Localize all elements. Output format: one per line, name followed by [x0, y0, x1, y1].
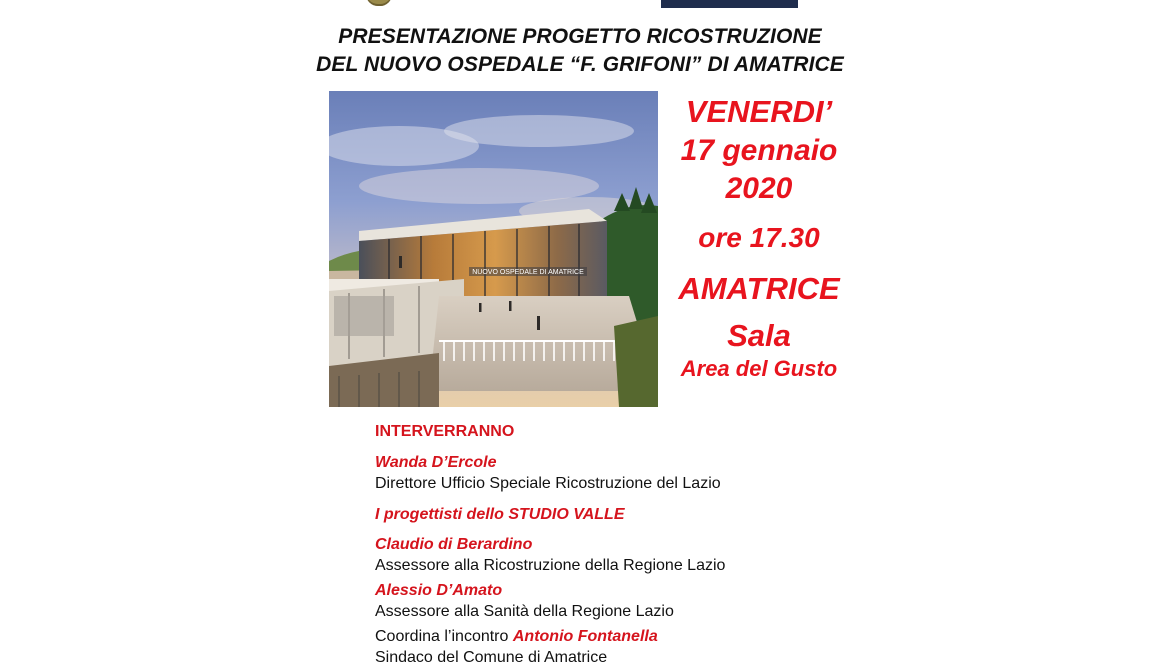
speaker-item [375, 505, 875, 525]
coordinator-name: Antonio Fontanella [512, 628, 658, 645]
building-sign-text: NUOVO OSPEDALE DI AMATRICE [472, 269, 584, 276]
coordinator-line [375, 627, 875, 647]
hospital-rendering-image [329, 91, 658, 407]
coordinator-prefix: Coordina l’incontro [375, 628, 509, 645]
speaker-name: Claudio di Berardino [375, 536, 533, 553]
header-logo-bar [661, 0, 798, 8]
event-venue-detail: Area del Gusto [680, 356, 838, 381]
page-title [300, 23, 860, 79]
speakers-heading: INTERVERRANNO [375, 423, 515, 440]
speaker-item [375, 535, 875, 577]
speakers-section [375, 421, 875, 669]
title-line-2: DEL NUOVO OSPEDALE “F. GRIFONI” DI AMATRICE [316, 53, 844, 76]
speaker-item [375, 581, 875, 623]
event-city: AMATRICE [678, 271, 840, 306]
speaker-name: Wanda D’Ercole [375, 454, 497, 471]
event-day: VENERDI’ [685, 94, 833, 129]
speaker-item [375, 453, 875, 495]
event-year: 2020 [725, 172, 793, 205]
speaker-name: I progettisti dello STUDIO VALLE [375, 506, 625, 523]
event-date: 17 gennaio [680, 134, 838, 167]
event-time: ore 17.30 [698, 222, 820, 253]
municipal-emblem-icon [366, 0, 392, 6]
speaker-role: Assessore alla Ricostruzione della Regione Lazio [375, 557, 726, 574]
title-line-1: PRESENTAZIONE PROGETTO RICOSTRUZIONE [338, 25, 822, 48]
event-details [668, 92, 850, 383]
speaker-role: Direttore Ufficio Speciale Ricostruzione del Lazio [375, 475, 721, 492]
coordinator-role: Sindaco del Comune di Amatrice [375, 649, 608, 666]
speaker-name: Alessio D’Amato [375, 582, 503, 599]
speaker-role: Assessore alla Sanità della Regione Lazio [375, 603, 674, 620]
event-venue: Sala [727, 318, 791, 353]
